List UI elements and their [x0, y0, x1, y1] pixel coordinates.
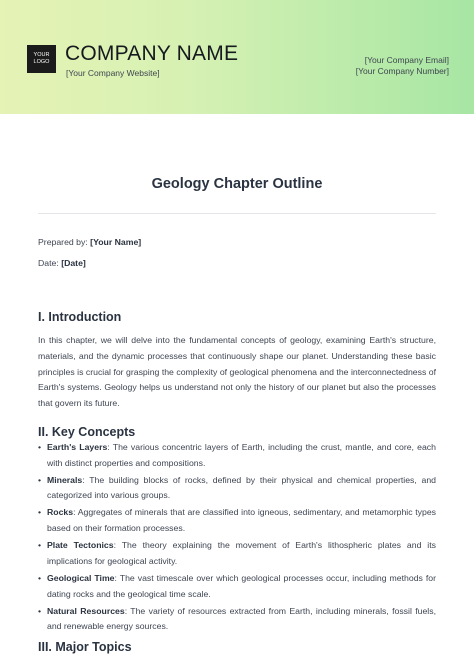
prepared-by-line: [38, 237, 141, 247]
concept-term: Minerals: [47, 474, 83, 485]
company-website: [Your Company Website]: [66, 68, 160, 78]
company-logo: [27, 45, 56, 73]
bullet-icon: •: [38, 572, 42, 583]
concept-text: : The building blocks of rocks, defined by their physical and chemical properties, and categorized into various groups.: [47, 474, 436, 501]
list-item: [38, 571, 436, 602]
company-email: [Your Company Email]: [364, 55, 449, 65]
prepared-by-label: Prepared by:: [38, 237, 88, 247]
company-name: COMPANY NAME: [65, 42, 239, 65]
date-line: [38, 258, 86, 268]
concept-term: Earth's Layers: [47, 442, 108, 452]
concept-text: : The variety of resources extracted from Earth, including minerals, fossil fuels, and renewable energy sources.: [47, 605, 436, 632]
bullet-icon: •: [38, 540, 42, 551]
prepared-by-value: [Your Name]: [90, 237, 142, 247]
concept-term: Plate Tectonics: [47, 540, 114, 551]
list-item: [38, 604, 436, 635]
concept-text: : The theory explaining the movement of Earth's lithospheric plates and its implications for geological activity.: [47, 540, 436, 566]
page-header: [0, 0, 474, 114]
logo-line-1: YOUR: [33, 52, 50, 58]
key-concepts-list: [38, 440, 436, 636]
introduction-paragraph: In this chapter, we will delve into the fundamental concepts of geology, examining Earth's structure, materials, and the dynamic processes that continuously shape our planet. Understanding these basic principles is crucial for grasping the complexity of geological phenomena and the interconnectedness of Earth's systems. Geology helps us understand not only the history of our planet but also the processes that govern its future.: [38, 335, 436, 409]
logo-line-2: LOGO: [33, 59, 50, 65]
concept-term: Natural Resources: [47, 605, 125, 616]
concept-text: : The various concentric layers of Earth, including the crust, mantle, and core, each with distinct properties and compositions.: [47, 442, 436, 468]
concept-term: Geological Time: [47, 572, 115, 583]
concept-text: : Aggregates of minerals that are classified into igneous, sedimentary, and metamorphic types based on their formation processes.: [47, 507, 436, 534]
company-contact: [356, 55, 449, 76]
introduction-heading: I. Introduction: [38, 310, 122, 324]
document-title: Geology Chapter Outline: [151, 176, 323, 192]
key-concepts-heading: II. Key Concepts: [38, 425, 136, 439]
list-item: [38, 473, 436, 504]
list-item: [38, 505, 436, 536]
date-value: [Date]: [61, 258, 86, 268]
bullet-icon: •: [38, 507, 42, 518]
list-item: [38, 440, 436, 471]
concept-text: : The vast timescale over which geological processes occur, including methods for dating rocks and the geological time scale.: [47, 572, 436, 599]
bullet-icon: •: [38, 474, 42, 485]
bullet-icon: •: [38, 442, 42, 452]
date-label: Date:: [38, 258, 59, 268]
company-number: [Your Company Number]: [355, 65, 449, 76]
major-topics-heading: III. Major Topics: [38, 640, 132, 654]
title-divider: [38, 213, 436, 214]
list-item: [38, 538, 436, 569]
concept-term: Rocks: [47, 507, 74, 518]
bullet-icon: •: [38, 605, 42, 616]
